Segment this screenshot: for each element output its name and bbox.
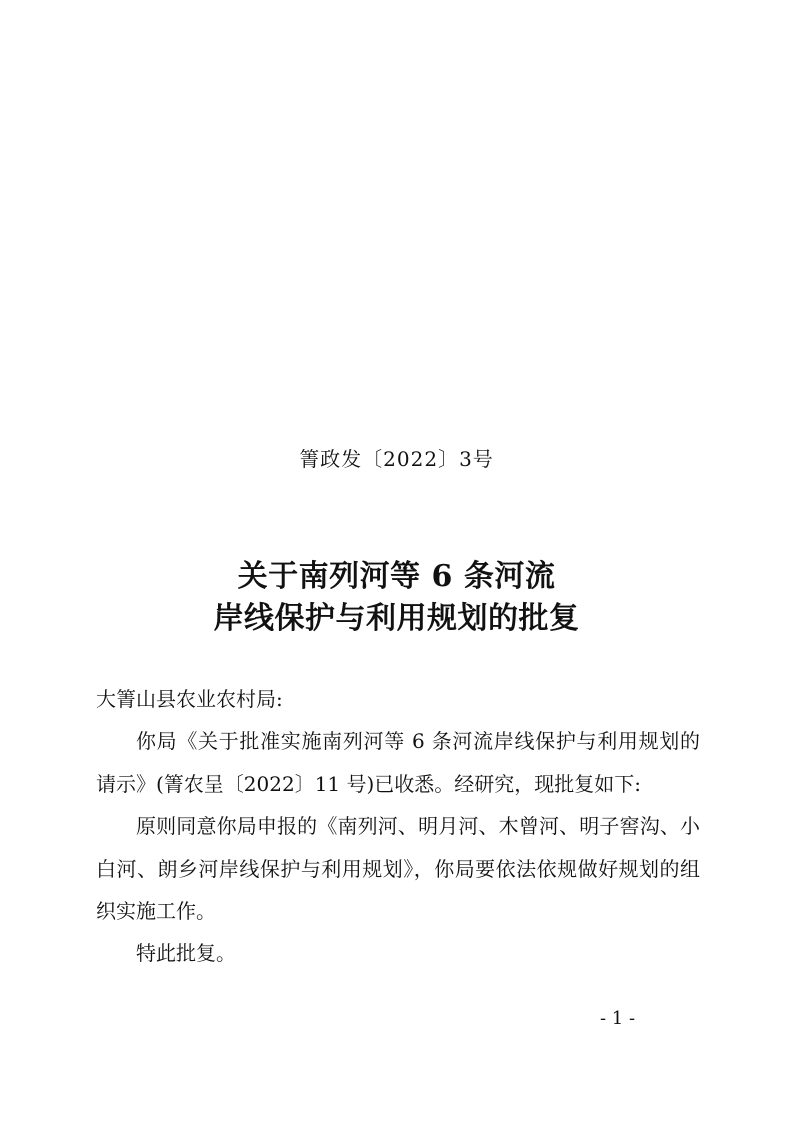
title-line-1: 关于南列河等 6 条河流: [237, 559, 556, 594]
paragraph-approval: 原则同意你局申报的《南列河、明月河、木曾河、明子窖沟、小白河、朗乡河岸线保护与利用规划》，你局要依法依规做好规划的组织实施工作。: [96, 814, 700, 924]
document-body: [96, 678, 700, 975]
page-number: - 1 -: [600, 1008, 636, 1029]
title-line-2: 岸线保护与利用规划的批复: [213, 601, 580, 636]
document-number: 箐政发〔2022〕3号: [299, 447, 494, 471]
document-title: [0, 556, 793, 640]
paragraph-request-received: 你局《关于批准实施南列河等 6 条河流岸线保护与利用规划的请示》(箐农呈〔2022〕11 号)已收悉。经研究，现批复如下:: [96, 729, 700, 796]
paragraph-closing: 特此批复。: [136, 941, 236, 966]
addressee: 大箐山县农业农村局:: [96, 687, 283, 711]
